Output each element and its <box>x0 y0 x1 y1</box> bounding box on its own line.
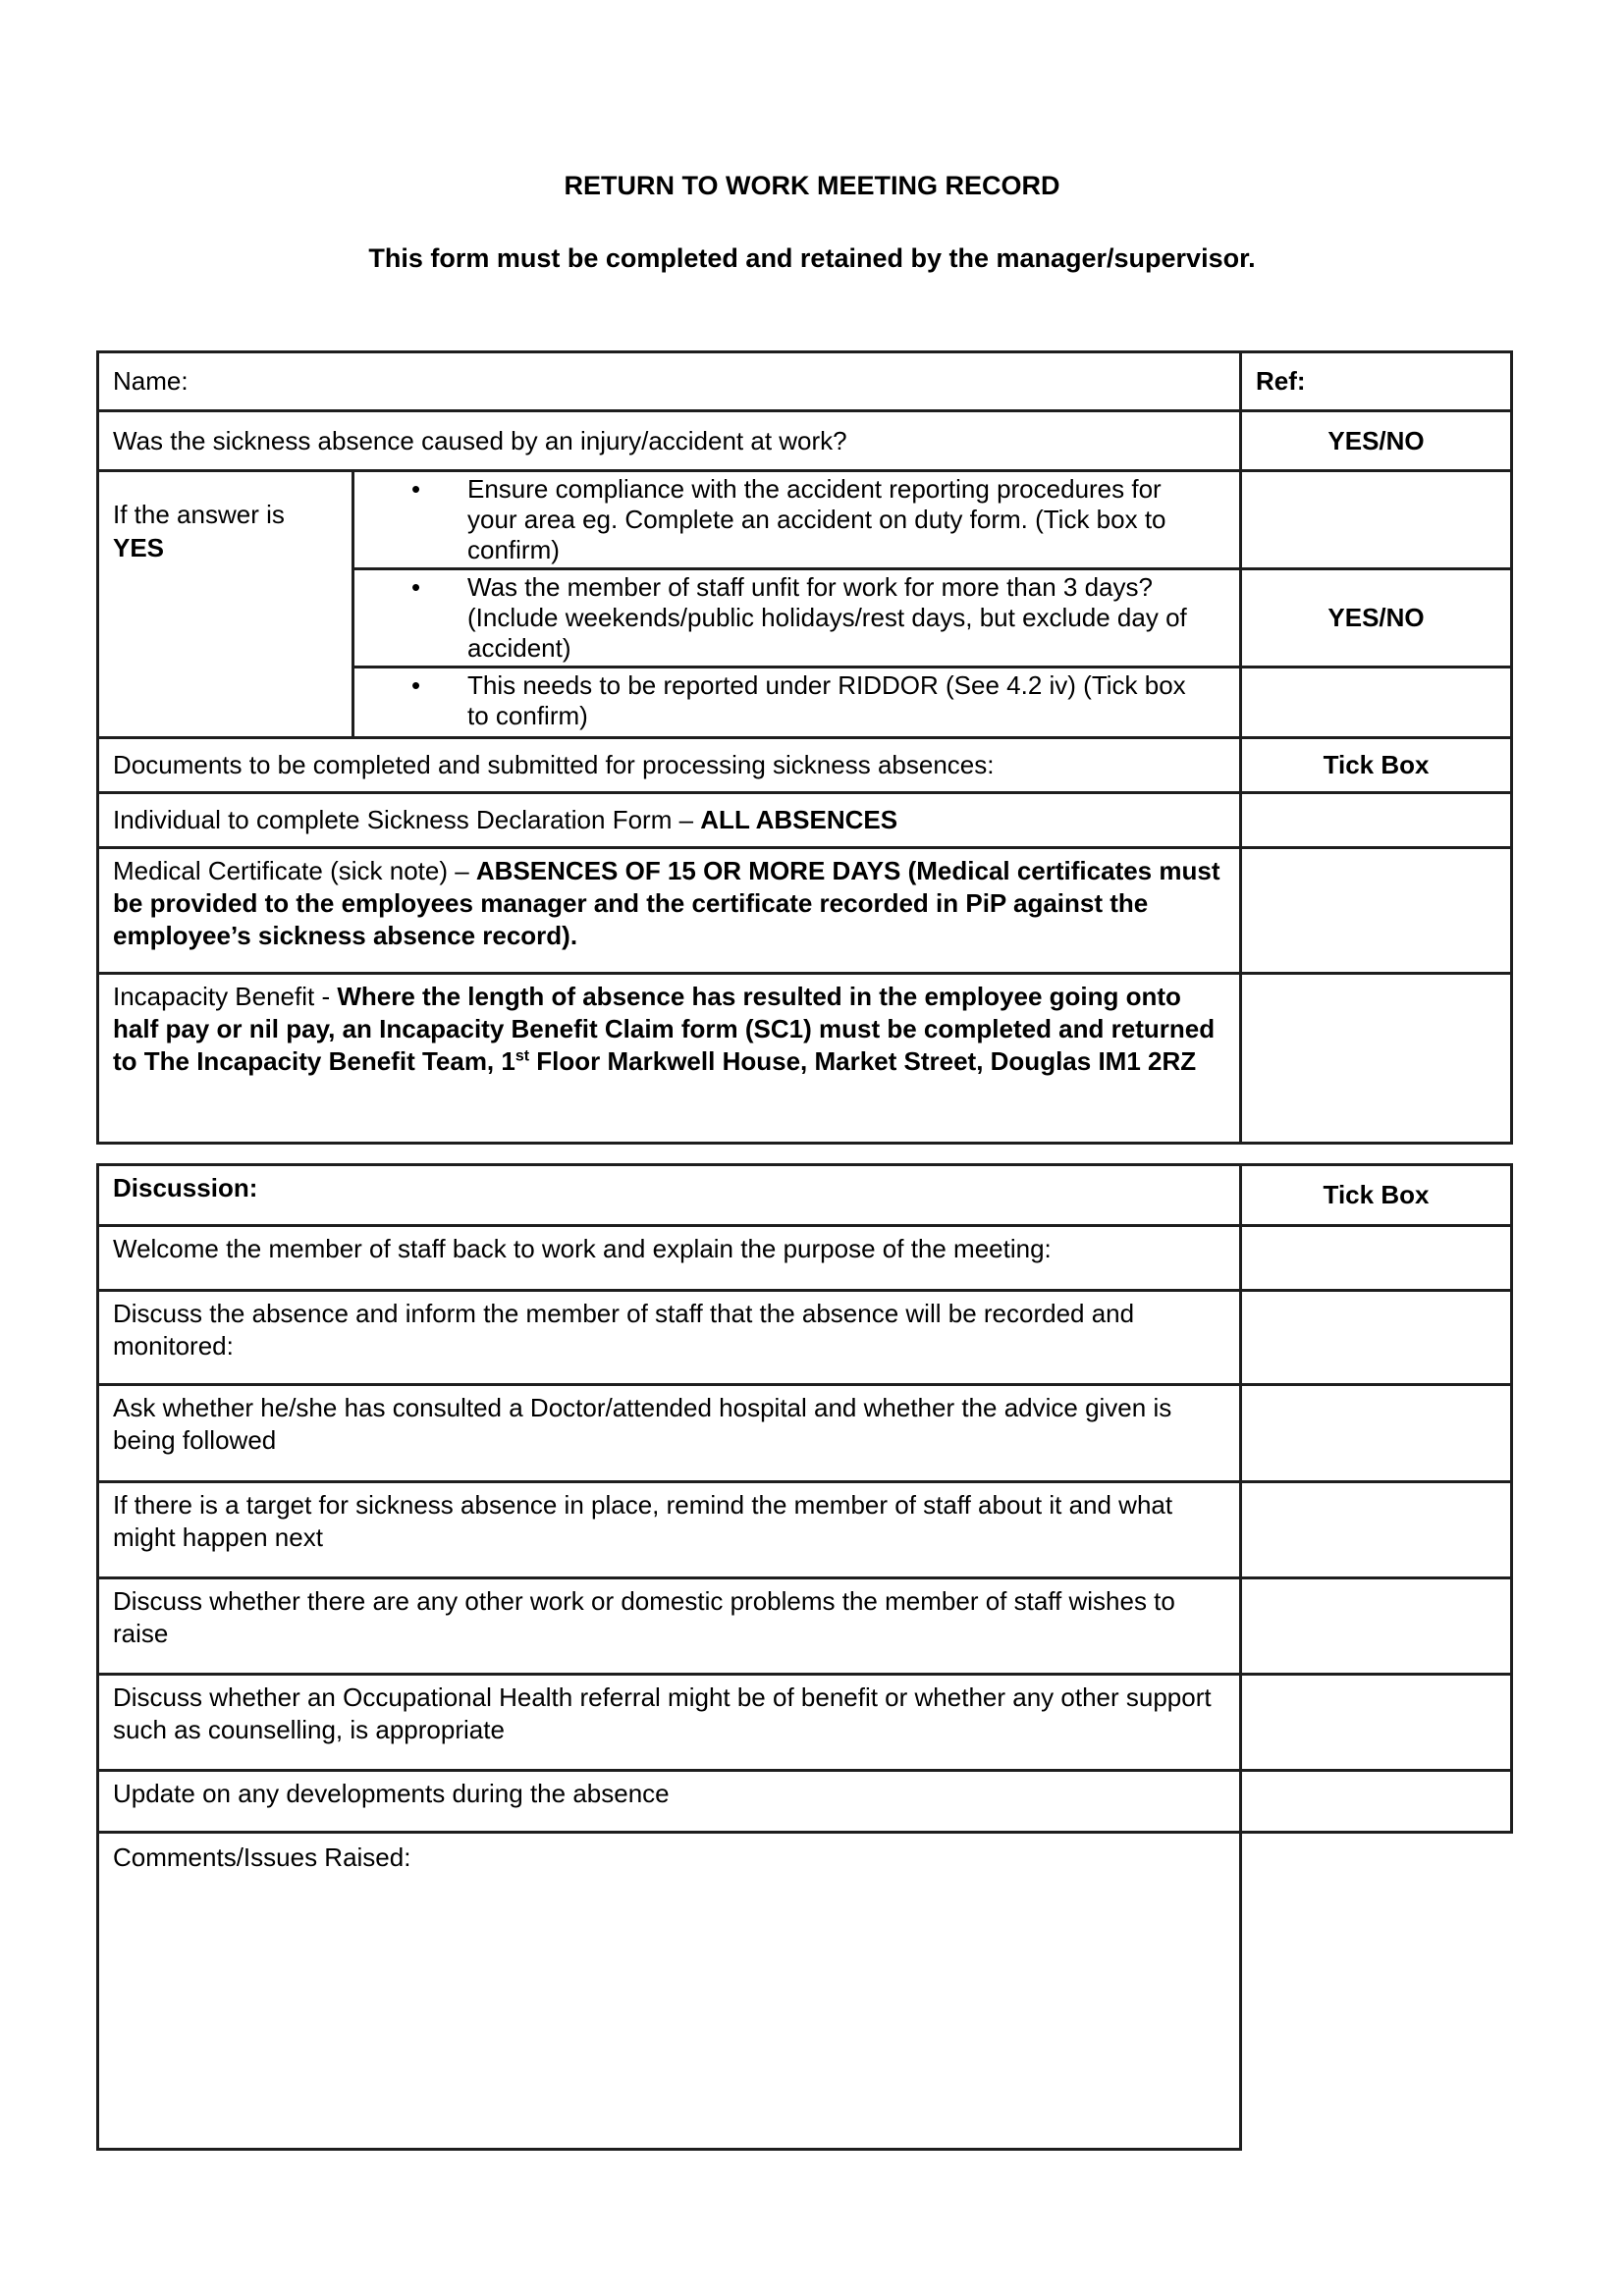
tick-box-cell[interactable] <box>1241 1226 1512 1291</box>
tick-box-cell[interactable] <box>1241 1578 1512 1675</box>
tick-box-cell[interactable] <box>1241 1771 1512 1833</box>
tick-box-header: Tick Box <box>1241 1165 1512 1226</box>
page-title: RETURN TO WORK MEETING RECORD <box>564 171 1060 200</box>
discussion-row-sickness-target: If there is a target for sickness absence in place, remind the member of staff about it and what might happen next <box>98 1482 1241 1578</box>
tick-box-cell[interactable] <box>1241 848 1512 974</box>
doc-incapacity-benefit: Incapacity Benefit - Where the length of absence has resulted in the employee going onto half pay or nil pay, an Incapacity Benefit Claim form (SC1) must be completed and returned to The Incapacity Benefit Team, 1st Floor Markwell House, Market Street, Douglas IM1 2RZ <box>98 974 1241 1144</box>
injury-yes-no-cell[interactable]: YES/NO <box>1241 411 1512 471</box>
bullet-marker: • <box>411 572 421 602</box>
discussion-row-doctor-advice: Ask whether he/she has consulted a Doctor/attended hospital and whether the advice given is being followed <box>98 1385 1241 1482</box>
documents-header: Documents to be completed and submitted for processing sickness absences: <box>98 738 1241 793</box>
discussion-row-recorded-monitored: Discuss the absence and inform the member of staff that the absence will be recorded and monitored: <box>98 1291 1241 1385</box>
tick-box-cell[interactable] <box>1241 793 1512 848</box>
discussion-row-other-problems: Discuss whether there are any other work or domestic problems the member of staff wishes to raise <box>98 1578 1241 1675</box>
bullet-marker: • <box>411 474 421 504</box>
unfit-yes-no-cell[interactable]: YES/NO <box>1241 569 1512 667</box>
discussion-row-occupational-health: Discuss whether an Occupational Health referral might be of benefit or whether any other support such as counselling, is appropriate <box>98 1675 1241 1771</box>
tick-box-cell[interactable] <box>1241 1291 1512 1385</box>
tick-box-cell[interactable] <box>1241 974 1512 1144</box>
tick-box-cell[interactable] <box>1241 1675 1512 1771</box>
tick-box-cell[interactable] <box>1241 667 1512 738</box>
tick-box-cell[interactable] <box>1241 471 1512 569</box>
bullet-unfit-3-days: • Was the member of staff unfit for work for more than 3 days? (Include weekends/public holidays/rest days, but exclude day of accident) <box>353 569 1241 667</box>
doc-sickness-declaration: Individual to complete Sickness Declaration Form – ALL ABSENCES <box>98 793 1241 848</box>
ref-label: Ref: <box>1256 366 1306 396</box>
discussion-table <box>96 1163 1513 2151</box>
absence-details-table <box>96 350 1513 1145</box>
discussion-row-welcome: Welcome the member of staff back to work and explain the purpose of the meeting: <box>98 1226 1241 1291</box>
if-answer-is-yes-label: If the answer is YES <box>98 471 353 738</box>
doc-medical-certificate: Medical Certificate (sick note) – ABSENCES OF 15 OR MORE DAYS (Medical certificates must be provided to the employees manager and the certificate recorded in PiP against the employee’s sickness absence record). <box>98 848 1241 974</box>
tick-box-cell[interactable] <box>1241 1482 1512 1578</box>
superscript-st: st <box>514 1047 530 1065</box>
bullet-riddor: • This needs to be reported under RIDDOR (See 4.2 iv) (Tick box to confirm) <box>353 667 1241 738</box>
tick-box-cell[interactable] <box>1241 1385 1512 1482</box>
empty-region <box>1241 1833 1512 2150</box>
comments-issues-cell[interactable]: Comments/Issues Raised: <box>98 1833 1241 2150</box>
ref-field-cell[interactable] <box>1241 352 1512 411</box>
discussion-header: Discussion: <box>98 1165 1241 1226</box>
name-label: Name: <box>113 366 189 396</box>
discussion-row-developments-update: Update on any developments during the absence <box>98 1771 1241 1833</box>
tick-box-header: Tick Box <box>1241 738 1512 793</box>
bullet-accident-reporting: • Ensure compliance with the accident reporting procedures for your area eg. Complete an accident on duty form. (Tick box to confirm) <box>353 471 1241 569</box>
question-injury-accident: Was the sickness absence caused by an injury/accident at work? <box>98 411 1241 471</box>
name-field-cell[interactable] <box>98 352 1241 411</box>
page-subtitle: This form must be completed and retained by the manager/supervisor. <box>368 243 1256 273</box>
bullet-marker: • <box>411 670 421 700</box>
